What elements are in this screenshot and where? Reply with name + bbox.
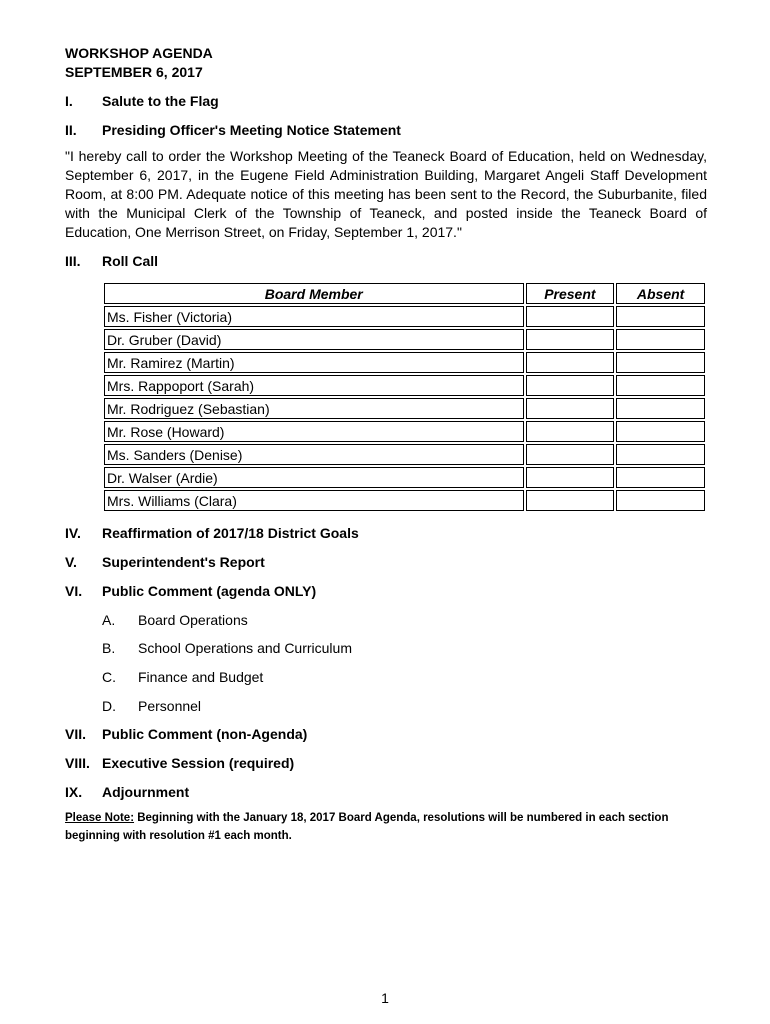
table-row <box>104 490 705 511</box>
present-cell[interactable] <box>526 352 615 373</box>
absent-cell[interactable] <box>616 444 705 465</box>
agenda-date: SEPTEMBER 6, 2017 <box>65 64 203 80</box>
member-name: Mrs. Rappoport (Sarah) <box>104 375 524 396</box>
absent-cell[interactable] <box>616 306 705 327</box>
section-number: IX. <box>65 784 83 800</box>
header-board-member: Board Member <box>104 283 524 304</box>
notice-statement: "I hereby call to order the Workshop Meeting of the Teaneck Board of Education, held on Wednesday, September 6, 2017, in the Eugene Field Administration Building, Margaret Angeli Staff Development Room, at 8:00 PM. Adequate notice of this meeting has been sent to the Record, the Suburbanite, filed with the Municipal Clerk of the Township of Teaneck, and posted inside the Teaneck Board of Education, One Merrison Street, on Friday, September 1, 2017." <box>65 148 707 240</box>
absent-cell[interactable] <box>616 398 705 419</box>
table-row <box>104 306 705 327</box>
page-number: 1 <box>381 990 389 1006</box>
absent-cell[interactable] <box>616 421 705 442</box>
section-heading: Public Comment (agenda ONLY) <box>102 583 317 599</box>
present-cell[interactable] <box>526 467 615 488</box>
section-heading: Adjournment <box>102 784 190 800</box>
absent-cell[interactable] <box>616 352 705 373</box>
absent-cell[interactable] <box>616 375 705 396</box>
section-heading: Reaffirmation of 2017/18 District Goals <box>102 525 359 541</box>
list-item <box>102 611 707 629</box>
table-row <box>104 375 705 396</box>
list-item <box>102 639 707 657</box>
absent-cell[interactable] <box>616 490 705 511</box>
section-7 <box>65 725 707 743</box>
section-number: V. <box>65 554 77 570</box>
header-present: Present <box>526 283 615 304</box>
please-note <box>65 809 707 845</box>
section-heading: Salute to the Flag <box>102 93 219 109</box>
section-9 <box>65 783 707 801</box>
section-5 <box>65 553 707 571</box>
section-number: I. <box>65 93 73 109</box>
table-row <box>104 444 705 465</box>
member-name: Ms. Sanders (Denise) <box>104 444 524 465</box>
section-number: III. <box>65 253 81 269</box>
section-1 <box>65 92 707 110</box>
present-cell[interactable] <box>526 375 615 396</box>
section-2 <box>65 121 707 139</box>
member-name: Mr. Ramirez (Martin) <box>104 352 524 373</box>
member-name: Mr. Rose (Howard) <box>104 421 524 442</box>
section-number: II. <box>65 122 77 138</box>
agenda-title: WORKSHOP AGENDA <box>65 45 213 61</box>
item-letter: C. <box>102 669 116 685</box>
table-row <box>104 352 705 373</box>
list-item <box>102 697 707 715</box>
section-3 <box>65 252 707 270</box>
item-label: Board Operations <box>138 612 248 628</box>
section-heading: Presiding Officer's Meeting Notice Statement <box>102 122 401 138</box>
table-row <box>104 467 705 488</box>
item-letter: D. <box>102 698 116 714</box>
agenda-page <box>65 44 707 845</box>
roll-call-header-row <box>104 283 705 304</box>
note-text: Beginning with the January 18, 2017 Board Agenda, resolutions will be numbered in each section beginning with resolution #1 each month. <box>65 812 669 842</box>
member-name: Dr. Walser (Ardie) <box>104 467 524 488</box>
member-name: Mrs. Williams (Clara) <box>104 490 524 511</box>
section-number: IV. <box>65 525 81 541</box>
absent-cell[interactable] <box>616 467 705 488</box>
table-row <box>104 329 705 350</box>
section-number: VIII. <box>65 755 90 771</box>
note-label: Please Note: <box>65 812 135 824</box>
section-number: VII. <box>65 726 87 742</box>
item-letter: B. <box>102 640 116 656</box>
present-cell[interactable] <box>526 306 615 327</box>
present-cell[interactable] <box>526 444 615 465</box>
item-label: Personnel <box>138 698 202 714</box>
table-row <box>104 398 705 419</box>
item-label: School Operations and Curriculum <box>138 640 352 656</box>
section-heading: Public Comment (non-Agenda) <box>102 726 308 742</box>
present-cell[interactable] <box>526 398 615 419</box>
section-6 <box>65 582 707 600</box>
item-letter: A. <box>102 612 116 628</box>
section-heading: Roll Call <box>102 253 159 269</box>
section-heading: Executive Session (required) <box>102 755 295 771</box>
present-cell[interactable] <box>526 490 615 511</box>
section-4 <box>65 524 707 542</box>
member-name: Ms. Fisher (Victoria) <box>104 306 524 327</box>
header-absent: Absent <box>616 283 705 304</box>
member-name: Dr. Gruber (David) <box>104 329 524 350</box>
item-label: Finance and Budget <box>138 669 264 685</box>
present-cell[interactable] <box>526 329 615 350</box>
list-item <box>102 668 707 686</box>
present-cell[interactable] <box>526 421 615 442</box>
member-name: Mr. Rodriguez (Sebastian) <box>104 398 524 419</box>
absent-cell[interactable] <box>616 329 705 350</box>
section-heading: Superintendent's Report <box>102 554 265 570</box>
section-number: VI. <box>65 583 83 599</box>
roll-call-table <box>102 281 707 513</box>
table-row <box>104 421 705 442</box>
section-8 <box>65 754 707 772</box>
